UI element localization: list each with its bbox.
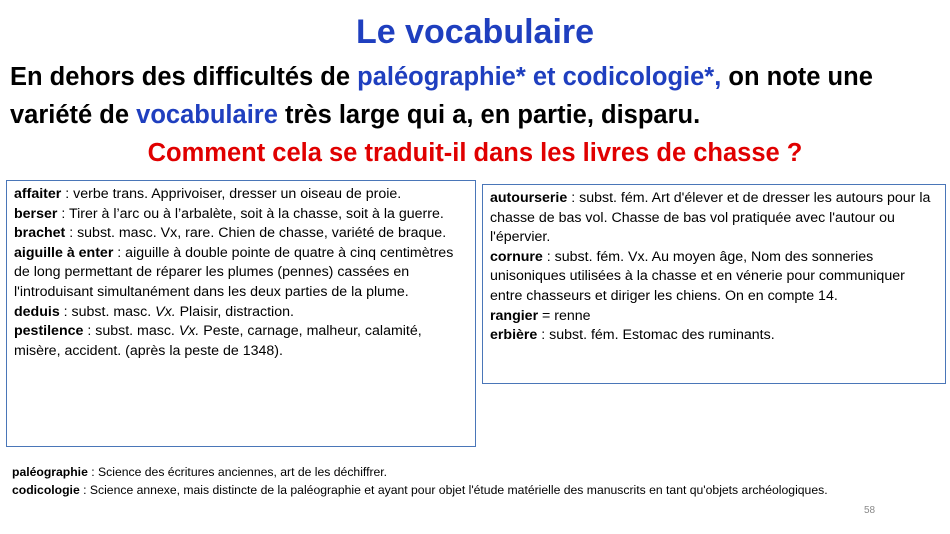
glossary-box-right bbox=[482, 184, 946, 384]
glossary-entry bbox=[14, 244, 468, 303]
entry-definition: = renne bbox=[538, 307, 591, 324]
entry-term: erbière bbox=[490, 327, 538, 344]
entry-term: brachet bbox=[14, 225, 66, 242]
footnote-definition: : Science annexe, mais distincte de la paléographie et ayant pour objet l'étude matérielle des manuscrits en tant qu'objets archéologiques. bbox=[79, 482, 828, 497]
question-heading: Comment cela se traduit-il dans les livres de chasse ? bbox=[147, 139, 803, 167]
footnotes bbox=[12, 464, 852, 499]
entry-term: pestilence bbox=[14, 323, 84, 340]
entry-term: aiguille à enter bbox=[14, 244, 114, 261]
entry-definition: : subst. masc. Vx, rare. Chien de chasse, variété de braque. bbox=[65, 225, 447, 242]
glossary-box-left bbox=[6, 180, 476, 447]
footnote-term: codicologie bbox=[12, 482, 80, 497]
entry-term: affaiter bbox=[14, 186, 62, 202]
footnote-definition: : Science des écritures anciennes, art de les déchiffrer. bbox=[87, 465, 388, 479]
glossary-entry bbox=[14, 322, 468, 361]
glossary-entry bbox=[14, 185, 468, 205]
glossary-entry bbox=[490, 189, 938, 248]
entry-definition-rest: Plaisir, distraction. bbox=[175, 303, 294, 320]
glossary-entry bbox=[14, 205, 468, 225]
glossary-entry bbox=[490, 307, 938, 327]
glossary-entry bbox=[490, 326, 938, 346]
footnote-term: paléographie bbox=[12, 465, 88, 479]
entry-definition-abbrev: Vx. bbox=[178, 323, 200, 340]
intro-text-1: En dehors des difficultés de bbox=[10, 63, 358, 91]
entry-definition: : subst. fém. Art d'élever et de dresser les autours pour la chasse de bas vol. Chasse de bas vol pratiquée avec l'autour ou l'épervier. bbox=[490, 190, 931, 246]
entry-definition: : Tirer à l’arc ou à l’arbalète, soit à la chasse, soit à la guerre. bbox=[57, 205, 444, 222]
page-number: 58 bbox=[864, 505, 876, 516]
intro-text-3: très large qui a, en partie, disparu. bbox=[277, 101, 701, 129]
entry-term: deduis bbox=[14, 303, 60, 320]
entry-term: berser bbox=[14, 205, 58, 222]
entry-term: cornure bbox=[490, 248, 543, 265]
entry-term: rangier bbox=[490, 307, 539, 324]
footnote bbox=[12, 464, 852, 482]
slide-title: Le vocabulaire bbox=[355, 13, 595, 51]
entry-definition: : subst. masc. bbox=[59, 303, 156, 320]
entry-definition: : subst. fém. Vx. Au moyen âge, Nom des sonneries unisoniques utilisées à la chasse et en vénerie pour communiquer entre chasseurs et diriger les chiens. On en compte 14. bbox=[490, 248, 905, 304]
intro-highlight-paleographie: paléographie* et codicologie*, bbox=[357, 63, 722, 91]
entry-definition: : verbe trans. Apprivoiser, dresser un oiseau de proie. bbox=[61, 186, 402, 202]
entry-definition: : subst. masc. bbox=[83, 323, 179, 340]
entry-definition: : aiguille à double pointe de quatre à cinq centimètres de long permettant de réparer les plumes (pennes) cassées en l'introduisant simultanément dans les deux parties de la plume. bbox=[14, 244, 454, 300]
footnote bbox=[12, 482, 852, 500]
entry-definition-abbrev: Vx. bbox=[155, 303, 176, 320]
entry-definition-rest: Peste, carnage, malheur, calamité, misère, accident. (après la peste de 1348). bbox=[14, 323, 422, 359]
intro-highlight-vocabulaire: vocabulaire bbox=[136, 101, 278, 129]
glossary-entry bbox=[490, 248, 938, 307]
intro-text-2: on note une variété de bbox=[10, 63, 873, 129]
glossary-entry bbox=[14, 224, 468, 244]
entry-term: autourserie bbox=[490, 190, 568, 206]
intro-paragraph bbox=[10, 58, 945, 134]
glossary-entry bbox=[14, 303, 468, 323]
entry-definition: : subst. fém. Estomac des ruminants. bbox=[537, 327, 775, 344]
